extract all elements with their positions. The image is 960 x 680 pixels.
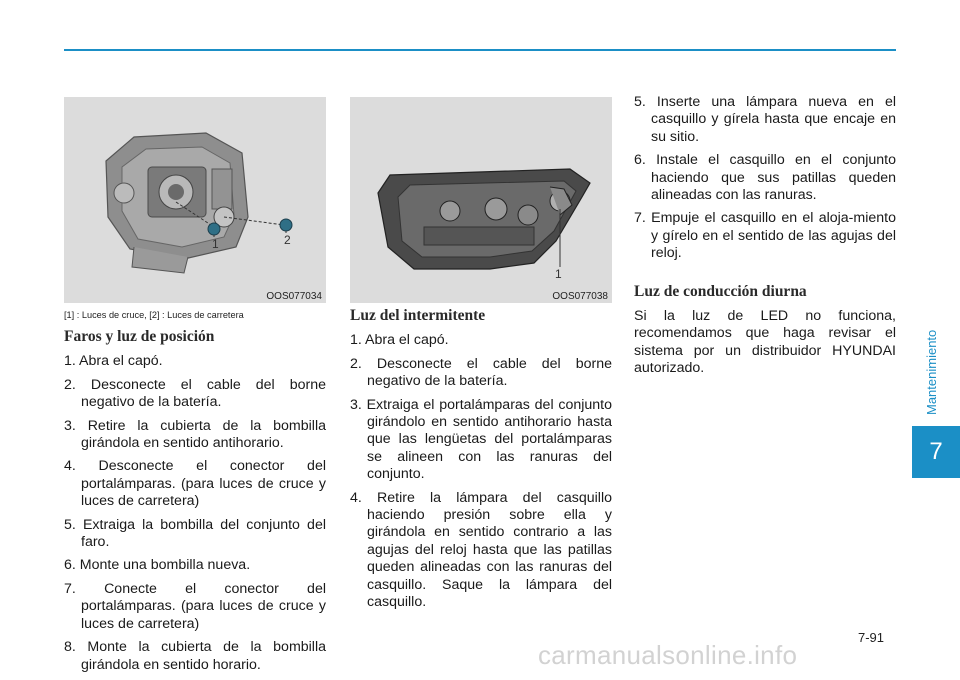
middle-column: [350, 307, 612, 618]
step-item: 1. Abra el capó.: [64, 353, 163, 370]
step-item: 6. Instale el casquillo en el conjunto haciendo que sus patillas queden alineadas con las ranuras.: [634, 152, 896, 204]
turn-signal-steps: [350, 332, 612, 611]
figure-code: OOS077034: [266, 291, 322, 302]
section-title-headlamp: Faros y luz de posición: [64, 328, 215, 345]
section-title-turn-signal: Luz del intermitente: [350, 307, 486, 324]
callout-2: 2: [284, 233, 291, 247]
drl-paragraph: Si la luz de LED no funciona, recomendamos que haga revisar el sistema por un distribuidor HYUNDAI autorizado.: [634, 308, 896, 377]
step-item: 5. Extraiga la bombilla del conjunto del faro.: [64, 516, 326, 551]
section-title-drl: Luz de conducción diurna: [634, 282, 807, 300]
page-number: 7-91: [858, 630, 885, 645]
step-item: 4. Desconecte el conector del portalámparas. (para luces de cruce y luces de carretera): [64, 458, 326, 510]
step-item: 2. Desconecte el cable del borne negativo de la batería.: [350, 355, 612, 390]
step-item: 6. Monte una bombilla nueva.: [64, 557, 251, 574]
headlamp-illustration: [64, 97, 326, 303]
step-item: 7. Conecte el conector del portalámparas. (para luces de cruce y luces de carretera): [64, 580, 326, 632]
step-item: 7. Empuje el casquillo en el aloja-miento y gírelo en el sentido de las agujas del reloj.: [634, 210, 896, 262]
step-item: 1. Abra el capó.: [350, 332, 449, 349]
callout-1: 1: [212, 237, 219, 251]
callout-1: 1: [555, 267, 562, 281]
top-rule: [64, 49, 896, 51]
step-item: 5. Inserte una lámpara nueva en el casquillo y gírela hasta que encaje en su sitio.: [634, 94, 896, 145]
chapter-tab: 7: [912, 426, 960, 478]
step-item: 2. Desconecte el cable del borne negativo de la batería.: [64, 376, 326, 411]
step-item: 4. Retire la lámpara del casquillo haciendo presión sobre ella y girándola en sentido contrario a las agujas del reloj hasta que las patillas queden alineadas con las ranuras del casquillo. Saque la lámpara del casquillo.: [350, 489, 612, 611]
figure-caption: [1] : Luces de cruce, [2] : Luces de carretera: [64, 310, 244, 320]
step-item: 8. Monte la cubierta de la bombilla girándola en sentido horario.: [64, 639, 326, 673]
left-column: [64, 328, 326, 680]
turn-signal-steps-continued: [634, 94, 896, 263]
headlamp-steps: [64, 353, 326, 674]
section-label: Mantenimiento: [924, 329, 939, 415]
headlamp-figure: [64, 97, 326, 303]
watermark: carmanualsonline.info: [538, 640, 798, 670]
right-column: [634, 94, 896, 378]
turn-signal-figure: [350, 97, 612, 303]
figure-code: OOS077038: [552, 291, 608, 302]
turn-signal-illustration: [350, 97, 612, 303]
step-item: 3. Retire la cubierta de la bombilla girándola en sentido antihorario.: [64, 417, 326, 452]
step-item: 3. Extraiga el portalámparas del conjunto girándolo en sentido antihorario hasta que las lengüetas del portalámparas se alineen con las ranuras del conjunto.: [350, 396, 612, 483]
